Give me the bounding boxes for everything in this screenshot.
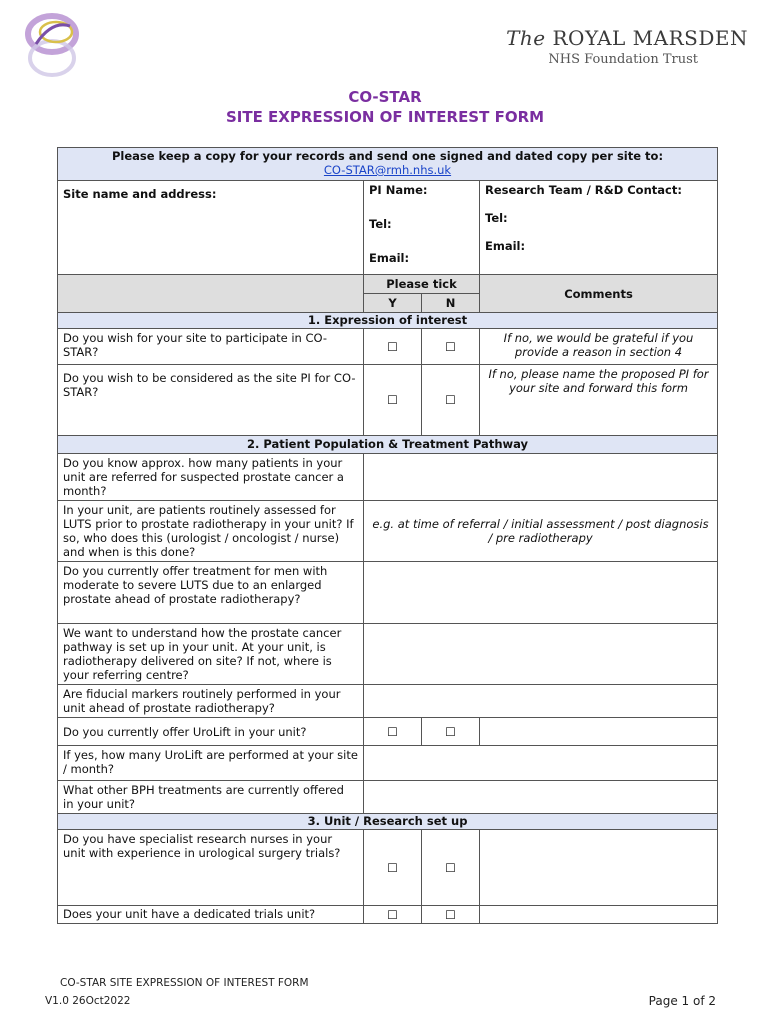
site-pi-no-checkbox[interactable]: ☐ bbox=[422, 365, 480, 436]
form-title-line2: SITE EXPRESSION OF INTEREST FORM bbox=[225, 108, 545, 126]
trials-unit-no-checkbox[interactable]: ☐ bbox=[422, 906, 480, 924]
question-research-nurses: Do you have specialist research nurses in your unit with experience in urological surgery trials? bbox=[58, 830, 364, 906]
form-title-line1: CO-STAR bbox=[348, 88, 422, 106]
site-name-field[interactable] bbox=[58, 181, 364, 275]
question-urolift: Do you currently offer UroLift in your unit? bbox=[58, 718, 364, 746]
urolift-no-checkbox[interactable]: ☐ bbox=[422, 718, 480, 746]
urolift-yes-checkbox[interactable]: ☐ bbox=[364, 718, 422, 746]
tick-header-row bbox=[58, 275, 718, 294]
fiducial-answer-field[interactable] bbox=[364, 685, 718, 718]
footer-doc-title: CO-STAR SITE EXPRESSION OF INTEREST FORM bbox=[60, 977, 309, 989]
table-row bbox=[58, 624, 718, 685]
luts-assessment-answer-field[interactable]: e.g. at time of referral / initial assessment / post diagnosis / pre radiotherapy bbox=[364, 501, 718, 562]
comments-header: Comments bbox=[480, 275, 718, 313]
urolift-count-answer-field[interactable] bbox=[364, 746, 718, 781]
participate-yes-checkbox[interactable]: ☐ bbox=[364, 329, 422, 365]
site-name-label: Site name and address: bbox=[63, 187, 217, 201]
table-row bbox=[58, 685, 718, 718]
trials-unit-yes-checkbox[interactable]: ☐ bbox=[364, 906, 422, 924]
table-row bbox=[58, 329, 718, 365]
intro-text: Please keep a copy for your records and send one signed and dated copy per site to: bbox=[111, 149, 664, 163]
footer-version: V1.0 26Oct2022 bbox=[45, 995, 131, 1007]
intro-row bbox=[58, 148, 718, 181]
rd-contact-label: Research Team / R&D Contact: bbox=[485, 183, 682, 197]
rd-contact-field[interactable] bbox=[480, 181, 718, 275]
section-3-row bbox=[58, 814, 718, 830]
question-site-pi: Do you wish to be considered as the site PI for CO-STAR? bbox=[58, 365, 364, 436]
referrals-answer-field[interactable] bbox=[364, 454, 718, 501]
luts-treatment-answer-field[interactable] bbox=[364, 562, 718, 624]
table-row bbox=[58, 365, 718, 436]
brand-name: The ROYAL MARSDEN bbox=[506, 26, 748, 50]
table-row bbox=[58, 906, 718, 924]
question-luts-treatment: Do you currently offer treatment for men with moderate to severe LUTS due to an enlarged prostate ahead of prostate radiotherapy? bbox=[58, 562, 364, 624]
royal-marsden-logo-icon bbox=[22, 8, 82, 82]
brand-block bbox=[506, 26, 748, 67]
section-1-row bbox=[58, 313, 718, 329]
section-1-heading: 1. Expression of interest bbox=[58, 313, 718, 329]
yes-column-label: Y bbox=[364, 294, 422, 313]
question-pathway: We want to understand how the prostate cancer pathway is set up in your unit. At your unit, is radiotherapy delivered on site? If not, where is your referring centre? bbox=[58, 624, 364, 685]
pi-tel-label: Tel: bbox=[369, 217, 392, 231]
question-fiducial: Are fiducial markers routinely performed in your unit ahead of prostate radiotherapy? bbox=[58, 685, 364, 718]
question-trials-unit: Does your unit have a dedicated trials unit? bbox=[58, 906, 364, 924]
intro-cell bbox=[58, 148, 718, 181]
pi-name-label: PI Name: bbox=[369, 183, 428, 197]
contacts-row bbox=[58, 181, 718, 275]
participate-comment: If no, we would be grateful if you provide a reason in section 4 bbox=[480, 329, 718, 365]
site-pi-yes-checkbox[interactable]: ☐ bbox=[364, 365, 422, 436]
pi-email-label: Email: bbox=[369, 251, 410, 265]
participate-no-checkbox[interactable]: ☐ bbox=[422, 329, 480, 365]
table-row bbox=[58, 562, 718, 624]
brand-trust: NHS Foundation Trust bbox=[548, 52, 698, 67]
research-nurses-no-checkbox[interactable]: ☐ bbox=[422, 830, 480, 906]
question-participate: Do you wish for your site to participate in CO-STAR? bbox=[58, 329, 364, 365]
table-row bbox=[58, 454, 718, 501]
question-bph: What other BPH treatments are currently offered in your unit? bbox=[58, 781, 364, 814]
trials-unit-comment-field[interactable] bbox=[480, 906, 718, 924]
rd-email-label: Email: bbox=[485, 239, 526, 253]
section-3-heading: 3. Unit / Research set up bbox=[58, 814, 718, 830]
contact-email-link[interactable]: CO-STAR@rmh.nhs.uk bbox=[323, 163, 452, 177]
site-pi-comment: If no, please name the proposed PI for your site and forward this form bbox=[480, 365, 718, 436]
table-row bbox=[58, 830, 718, 906]
research-nurses-comment-field[interactable] bbox=[480, 830, 718, 906]
table-row bbox=[58, 501, 718, 562]
footer-page-number: Page 1 of 2 bbox=[648, 994, 716, 1008]
urolift-comment-field[interactable] bbox=[480, 718, 718, 746]
table-row bbox=[58, 718, 718, 746]
bph-answer-field[interactable] bbox=[364, 781, 718, 814]
section-2-heading: 2. Patient Population & Treatment Pathway bbox=[58, 436, 718, 454]
no-column-label: N bbox=[422, 294, 480, 313]
section-2-row bbox=[58, 436, 718, 454]
question-urolift-count: If yes, how many UroLift are performed at your site / month? bbox=[58, 746, 364, 781]
rd-tel-label: Tel: bbox=[485, 211, 508, 225]
question-luts-assessment: In your unit, are patients routinely assessed for LUTS prior to prostate radiotherapy in your unit? If so, who does this (urologist / oncologist / nurse) and when is this done? bbox=[58, 501, 364, 562]
research-nurses-yes-checkbox[interactable]: ☐ bbox=[364, 830, 422, 906]
table-row bbox=[58, 781, 718, 814]
form-table bbox=[57, 147, 718, 924]
please-tick-label: Please tick bbox=[364, 275, 480, 294]
table-row bbox=[58, 746, 718, 781]
question-referrals: Do you know approx. how many patients in your unit are referred for suspected prostate cancer a month? bbox=[58, 454, 364, 501]
pathway-answer-field[interactable] bbox=[364, 624, 718, 685]
tick-header-blank bbox=[58, 275, 364, 313]
pi-contact-field[interactable] bbox=[364, 181, 480, 275]
